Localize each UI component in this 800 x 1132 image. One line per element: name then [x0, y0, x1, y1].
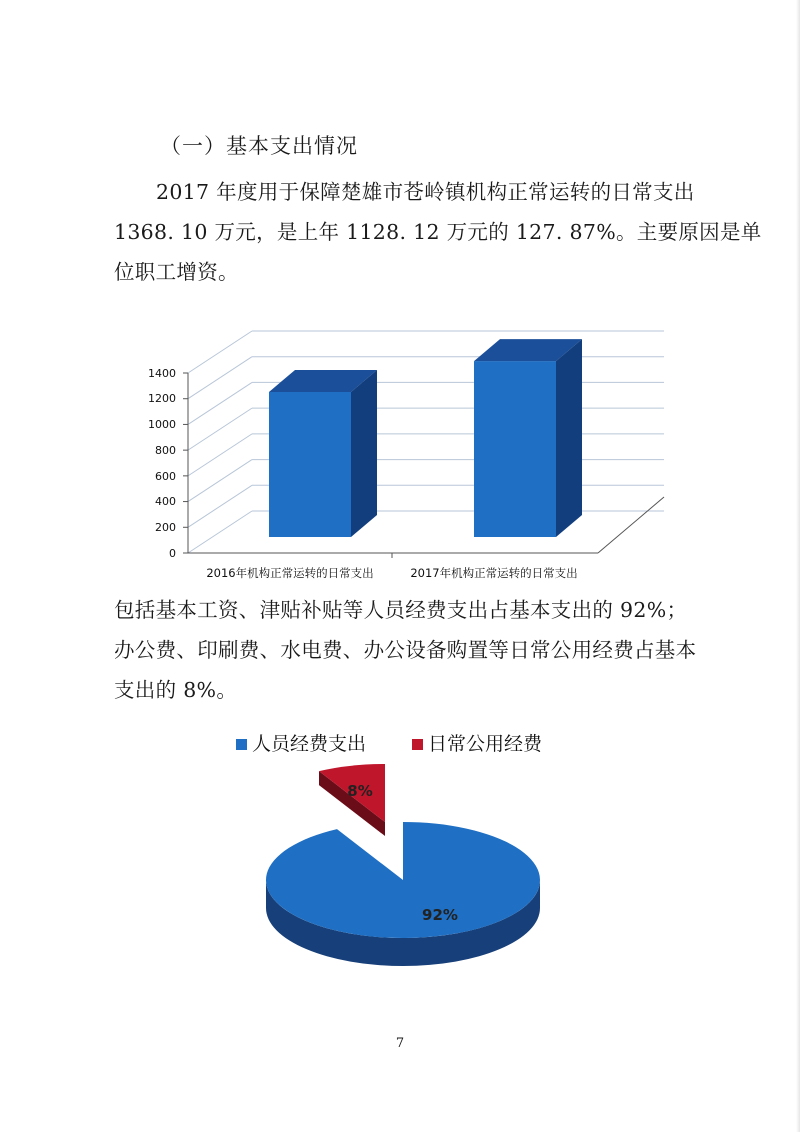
legend-swatch-personnel	[236, 739, 247, 750]
paragraph-line: 位职工增资。	[114, 260, 239, 284]
y-tick-label: 0	[169, 547, 176, 560]
page-number: 7	[395, 1036, 405, 1051]
y-tick-label: 400	[155, 495, 176, 508]
section-heading: （一）基本支出情况	[160, 134, 358, 158]
paragraph-line: 1368. 10 万元，是上年 1128. 12 万元的 127. 87%。主要原因是单	[114, 220, 762, 244]
legend-label-personnel: 人员经费支出	[252, 733, 367, 755]
y-tick-label: 1400	[148, 367, 176, 380]
paragraph-line: 支出的 8%。	[114, 678, 238, 702]
x-category-label: 2016年机构正常运转的日常支出	[206, 566, 374, 580]
y-tick-label: 200	[155, 521, 176, 534]
scan-edge	[796, 0, 800, 1132]
paragraph-line: 办公费、印刷费、水电费、办公设备购置等日常公用经费占基本	[114, 638, 697, 662]
pie-slices	[266, 764, 540, 966]
y-tick-label: 800	[155, 444, 176, 457]
paragraph-line: 包括基本工资、津贴补贴等人员经费支出占基本支出的 92%；	[114, 598, 688, 622]
y-tick-label: 1000	[148, 418, 176, 431]
x-category-label: 2017年机构正常运转的日常支出	[410, 566, 578, 580]
y-tick-label: 1200	[148, 392, 176, 405]
y-tick-label: 600	[155, 470, 176, 483]
pie-legend	[236, 733, 543, 755]
legend-swatch-public	[412, 739, 423, 750]
paragraph-line: 2017 年度用于保障楚雄市苍岭镇机构正常运转的日常支出	[156, 180, 695, 204]
legend-label-public: 日常公用经费	[428, 733, 543, 755]
pie-data-label: 92%	[422, 906, 458, 924]
pie-data-label: 8%	[347, 782, 373, 800]
pie-slice	[266, 822, 540, 938]
